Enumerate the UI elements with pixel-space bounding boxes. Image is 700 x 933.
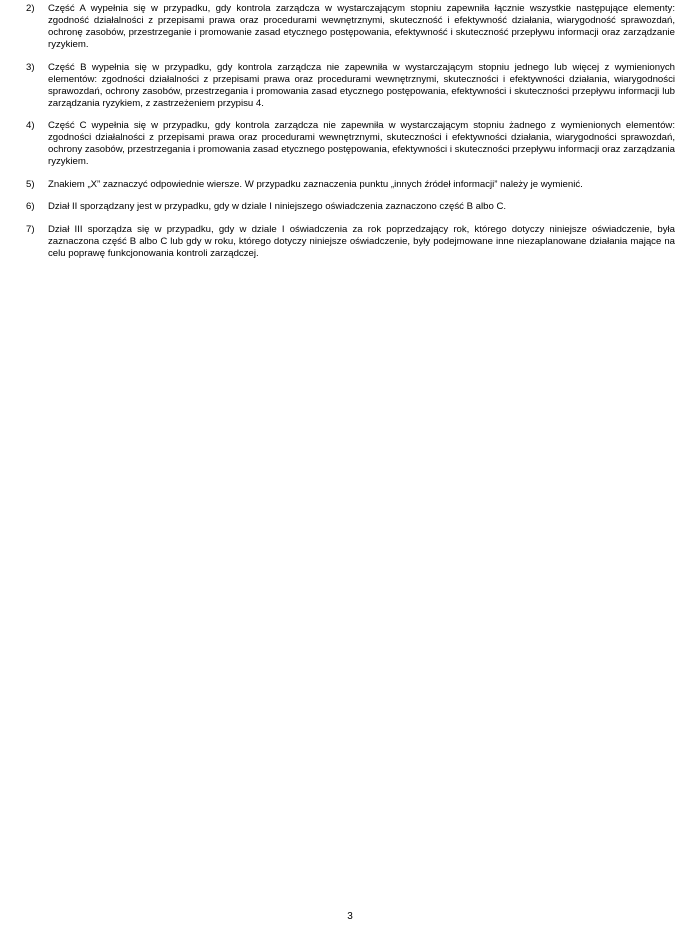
footnote-number: 4) [26,120,35,131]
footnote-3 [26,62,675,110]
footnote-number: 6) [26,201,35,212]
footnote-5 [26,179,675,191]
footnote-number: 2) [26,3,35,14]
footnote-2 [26,3,675,51]
footnote-text: Część C wypełnia się w przypadku, gdy kontrola zarządcza nie zapewniła w wystarczającym stopniu żadnego z wymienionych elementów: zgodności działalności z przepisami prawa oraz procedurami wewnętrznymi, skuteczności i efektywności działania, wiarygodności sprawozdań, ochrony zasobów, przestrzegania i promowania zasad etycznego postępowania, efektywności i skuteczności przepływu informacji oraz zarządzania ryzykiem. [48,120,675,167]
footnote-text: Znakiem „X” zaznaczyć odpowiednie wiersze. W przypadku zaznaczenia punktu „innych źródeł informacji” należy je wymienić. [48,178,583,190]
footnote-4 [26,120,675,168]
footnote-text: Dział III sporządza się w przypadku, gdy w dziale I oświadczenia za rok poprzedzający rok, którego dotyczy niniejsze oświadczenie, była zaznaczona część B albo C lub gdy w roku, którego dotyczy niniejsze oświadczenie, były podejmowane inne niezaplanowane działania mające na celu poprawę funkcjonowania kontroli zarządczej. [48,223,675,259]
footnote-number: 3) [26,61,35,73]
page-number: 3 [347,911,353,922]
footnote-7 [26,224,675,260]
footnote-text: Część A wypełnia się w przypadku, gdy kontrola zarządcza w wystarczającym stopniu zapewniła łącznie wszystkie następujące elementy: zgodność działalności z przepisami prawa oraz procedurami wewnętrznymi, skuteczność i efektywność działania, wiarygodność sprawozdań, ochronę zasobów, przestrzeganie i promowanie zasad etycznego postępowania, efektywność i skuteczność przepływu informacji oraz zarządzanie ryzykiem. [48,3,675,50]
footnotes-list [26,3,675,270]
footnote-text: Dział II sporządzany jest w przypadku, gdy w dziale I niniejszego oświadczenia zaznaczono część B albo C. [48,201,507,212]
footnote-number: 7) [26,223,35,235]
footnote-number: 5) [26,178,35,190]
footnote-text: Część B wypełnia się w przypadku, gdy kontrola zarządcza nie zapewniła w wystarczającym stopniu jednego lub więcej z wymienionych elementów: zgodności działalności z przepisami prawa oraz procedurami wewnętrznymi, skuteczności i efektywności działania, wiarygodności sprawozdań, ochrony zasobów, przestrzegania i promowania zasad etycznego postępowania, efektywności i skuteczności przepływu informacji lub zarządzania ryzykiem, z zastrzeżeniem przypisu 4. [48,61,675,109]
footnote-6 [26,201,675,213]
